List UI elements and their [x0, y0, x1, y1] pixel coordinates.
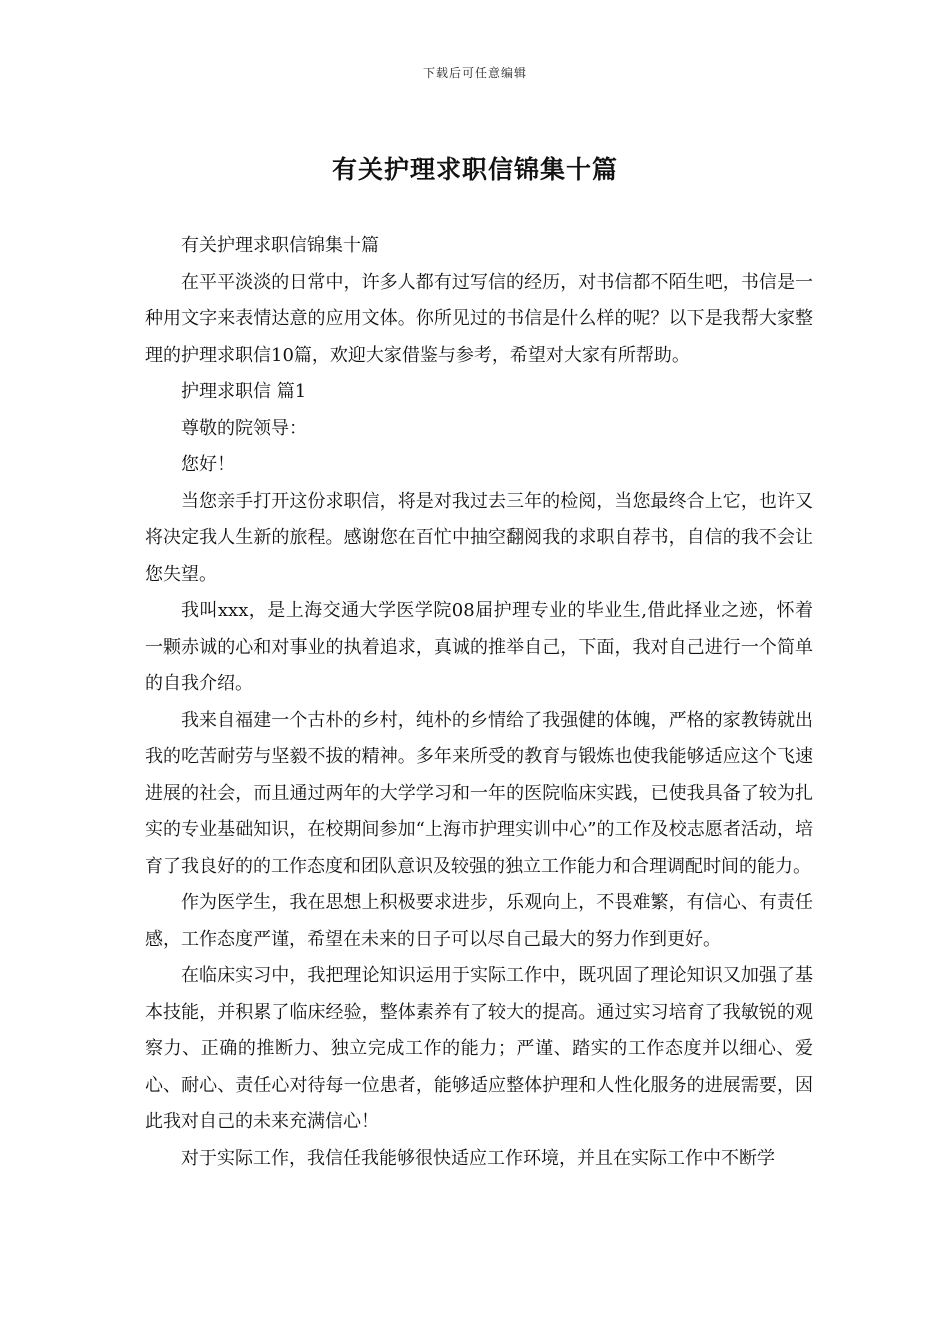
- header-note: 下载后可任意编辑: [422, 66, 527, 80]
- body-paragraph: 我叫xxx，是上海交通大学医学院08届护理专业的毕业生,借此择业之迹，怀着一颗赤诚的心和对事业的执着追求，真诚的推举自己，下面，我对自己进行一个简单的自我介绍。: [145, 600, 813, 694]
- body-paragraph: 在平平淡淡的日常中，许多人都有过写信的经历，对书信都不陌生吧，书信是一种用文字来表情达意的应用文体。你所见过的书信是什么样的呢？以下是我帮大家整理的护理求职信10篇，欢迎大家借鉴与参考，希望对大家有所帮助。: [145, 271, 813, 366]
- document-body: [145, 228, 813, 1177]
- body-paragraph: 我来自福建一个古朴的乡村，纯朴的乡情给了我强健的体魄，严格的家教铸就出我的吃苦耐劳与坚毅不拔的精神。多年来所受的教育与锻炼也使我能够适应这个飞速进展的社会，而且通过两年的大学学习和一年的医院临床实践，已使我具备了较为扎实的专业基础知识，在校期间参加“上海市护理实训中心”的工作及校志愿者活动，培育了我良好的的工作态度和团队意识及较强的独立工作能力和合理调配时间的能力。: [145, 709, 813, 877]
- body-paragraph: 您好！: [181, 454, 235, 475]
- document-title: 有关护理求职信锦集十篇: [331, 155, 618, 184]
- body-paragraph: 当您亲手打开这份求职信，将是对我过去三年的检阅，当您最终合上它，也许又将决定我人生新的旅程。感谢您在百忙中抽空翻阅我的求职自荐书，自信的我不会让您失望。: [145, 490, 813, 585]
- body-paragraph: 尊敬的院领导：: [181, 417, 307, 439]
- body-paragraph: 有关护理求职信锦集十篇: [181, 235, 379, 256]
- body-paragraph: 护理求职信 篇1: [181, 381, 307, 402]
- body-paragraph: 在临床实习中，我把理论知识运用于实际工作中，既巩固了理论知识又加强了基本技能，并积累了临床经验，整体素养有了较大的提高。通过实习培育了我敏锐的观察力、正确的推断力、独立完成工作的能力；严谨、踏实的工作态度并以细心、爱心、耐心、责任心对待每一位患者，能够适应整体护理和人性化服务的进展需要，因此我对自己的未来充满信心！: [145, 965, 813, 1132]
- body-paragraph: 对于实际工作，我信任我能够很快适应工作环境，并且在实际工作中不断学: [181, 1147, 775, 1169]
- body-paragraph: 作为医学生，我在思想上积极要求进步，乐观向上，不畏难繁，有信心、有责任感，工作态度严谨，希望在未来的日子可以尽自己最大的努力作到更好。: [145, 892, 813, 950]
